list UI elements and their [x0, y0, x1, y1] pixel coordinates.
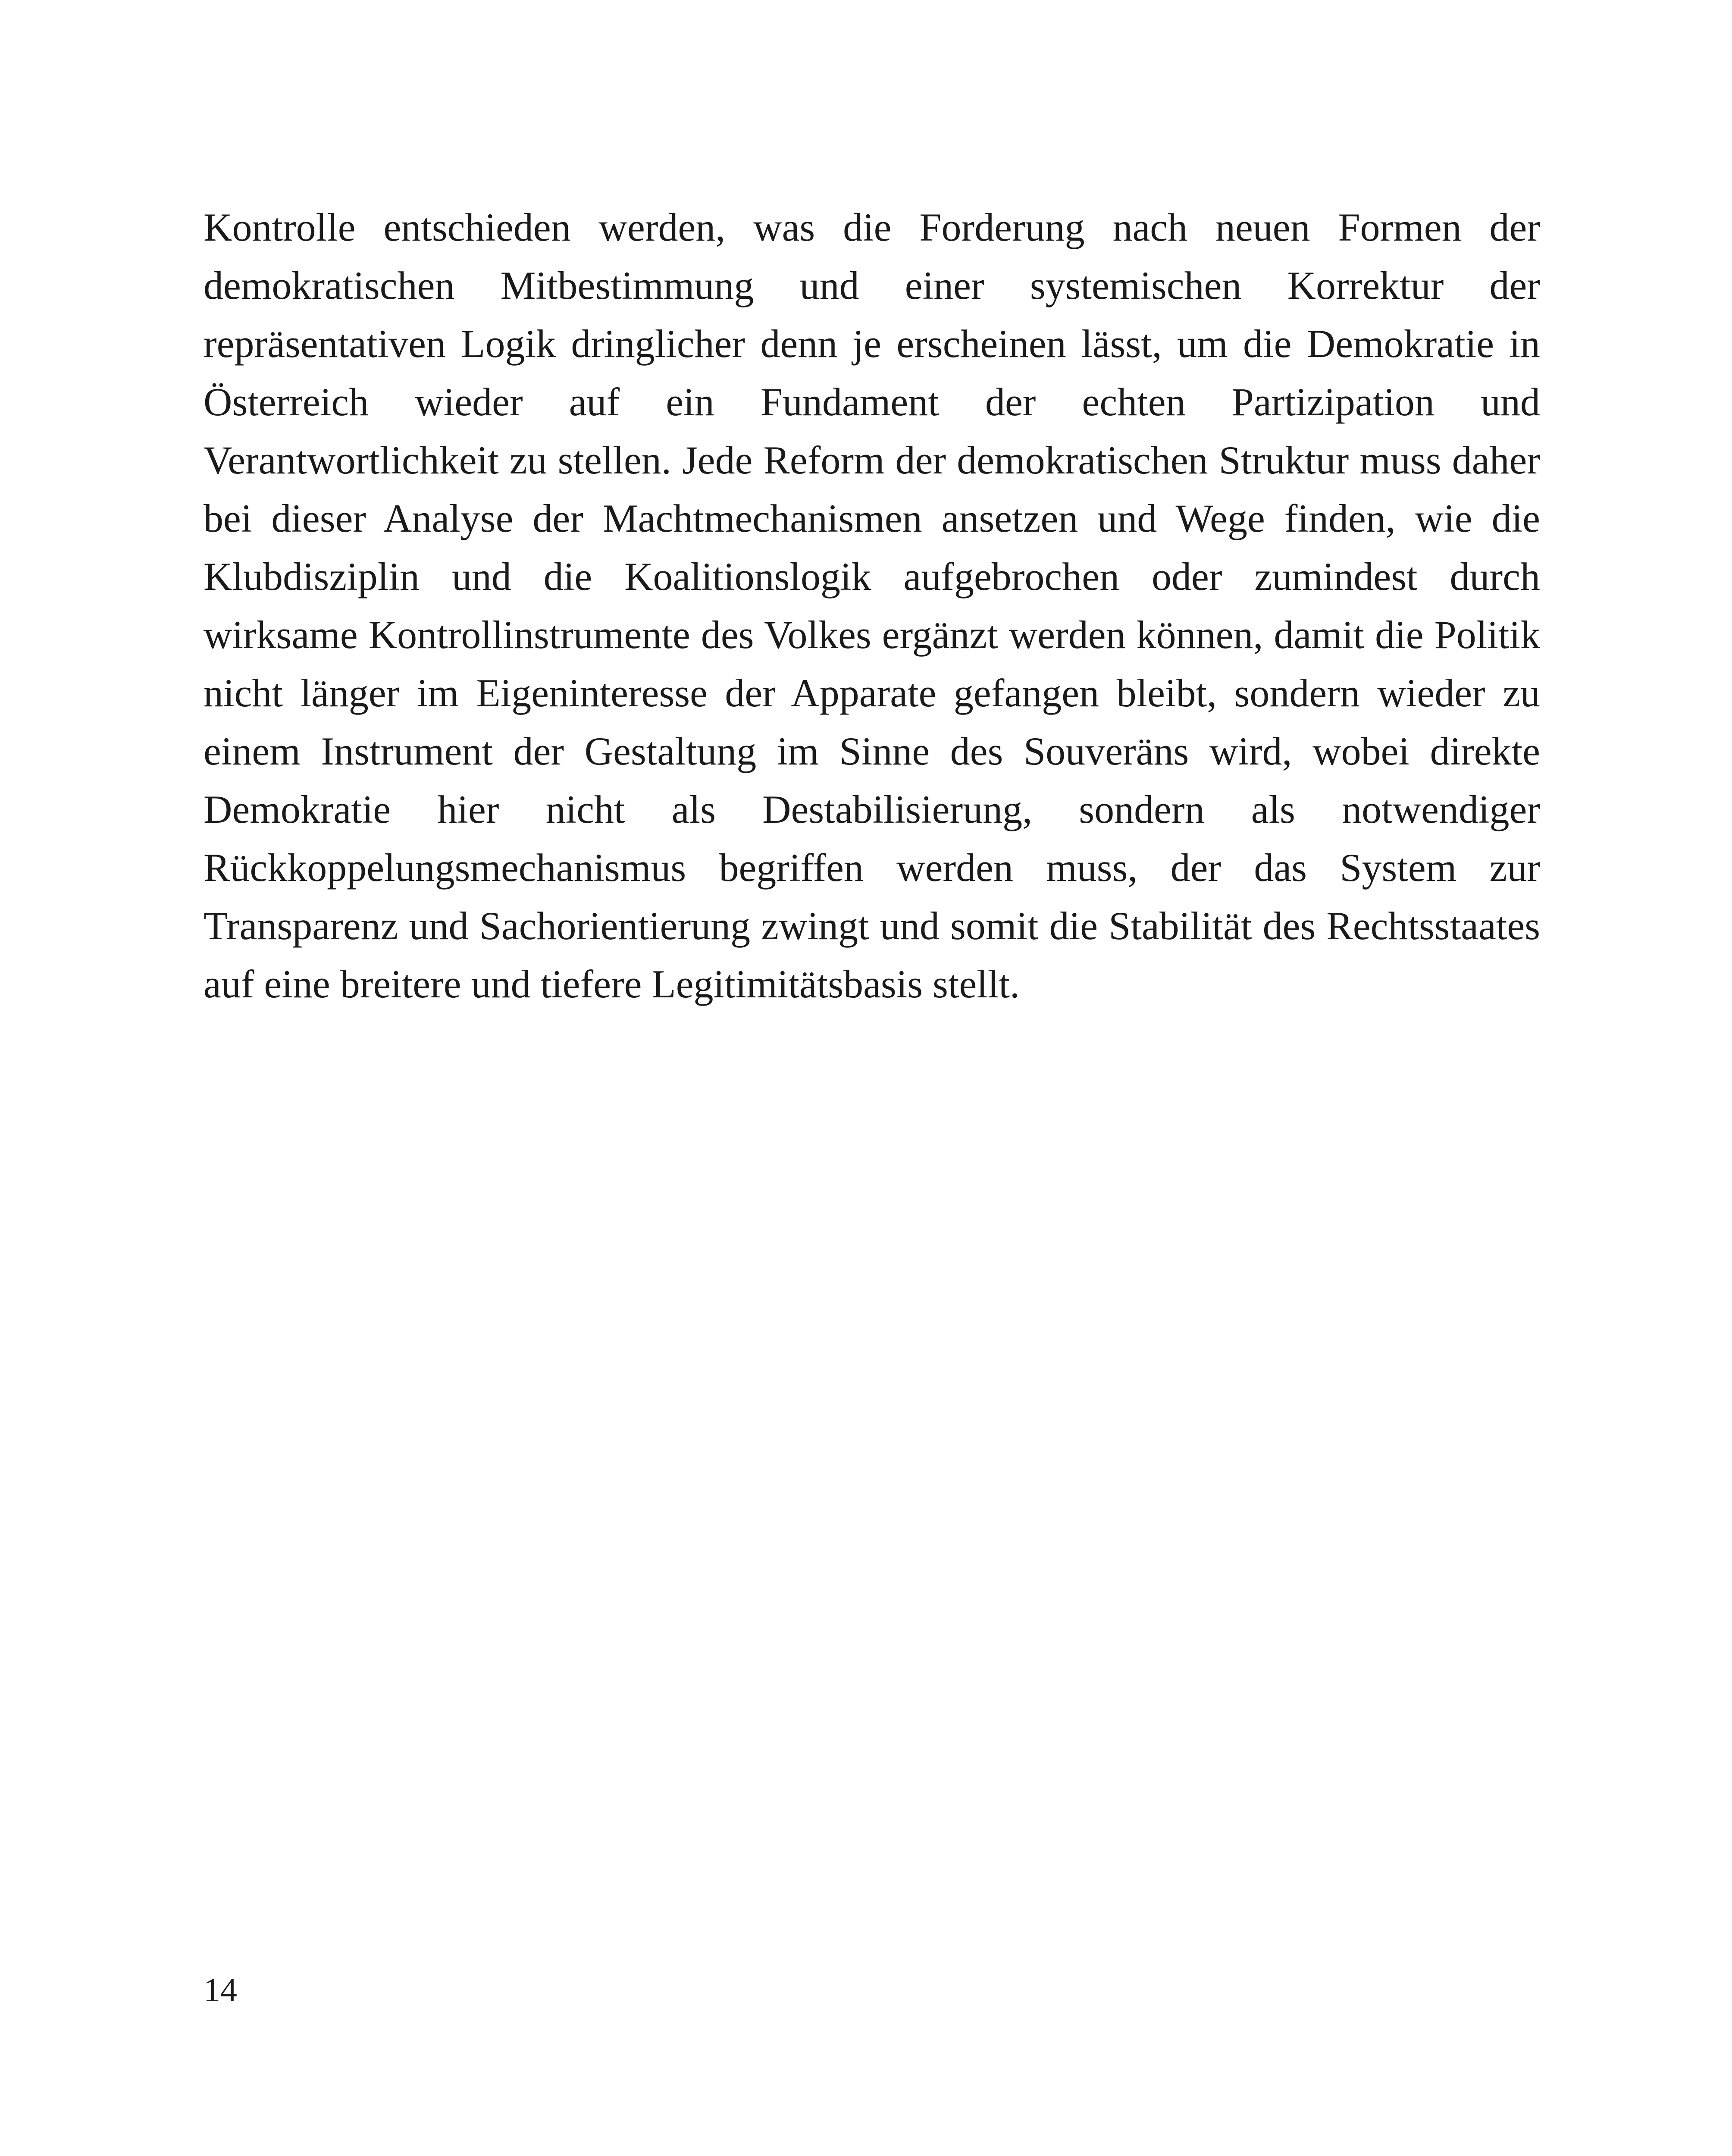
page-number: 14 [204, 1971, 237, 2009]
body-paragraph: Kontrolle entschieden werden, was die Forderung nach neuen Formen der demokratischen Mitbestimmung und einer systemischen Korrektur der repräsentativen Logik dringlicher denn je erscheinen lässt, um die Demokratie in Österreich wieder auf ein Fundament der echten Partizipation und Verantwortlichkeit zu stellen. Jede Reform der demokratischen Struktur muss daher bei dieser Analyse der Machtmechanismen ansetzen und Wege finden, wie die Klubdisziplin und die Koalitionslogik aufgebrochen oder zumindest durch wirksame Kontrollinstrumente des Volkes ergänzt werden können, damit die Politik nicht länger im Eigeninteresse der Apparate gefangen bleibt, sondern wieder zu einem Instrument der Gestaltung im Sinne des Souveräns wird, wobei direkte Demokratie hier nicht als Destabilisierung, sondern als notwendiger Rückkoppelungsmechanismus begriffen werden muss, der das System zur Transparenz und Sachorientierung zwingt und somit die Stabilität des Rechtsstaates auf eine breitere und tiefere Legitimitätsbasis stellt. [204, 205, 1540, 1006]
